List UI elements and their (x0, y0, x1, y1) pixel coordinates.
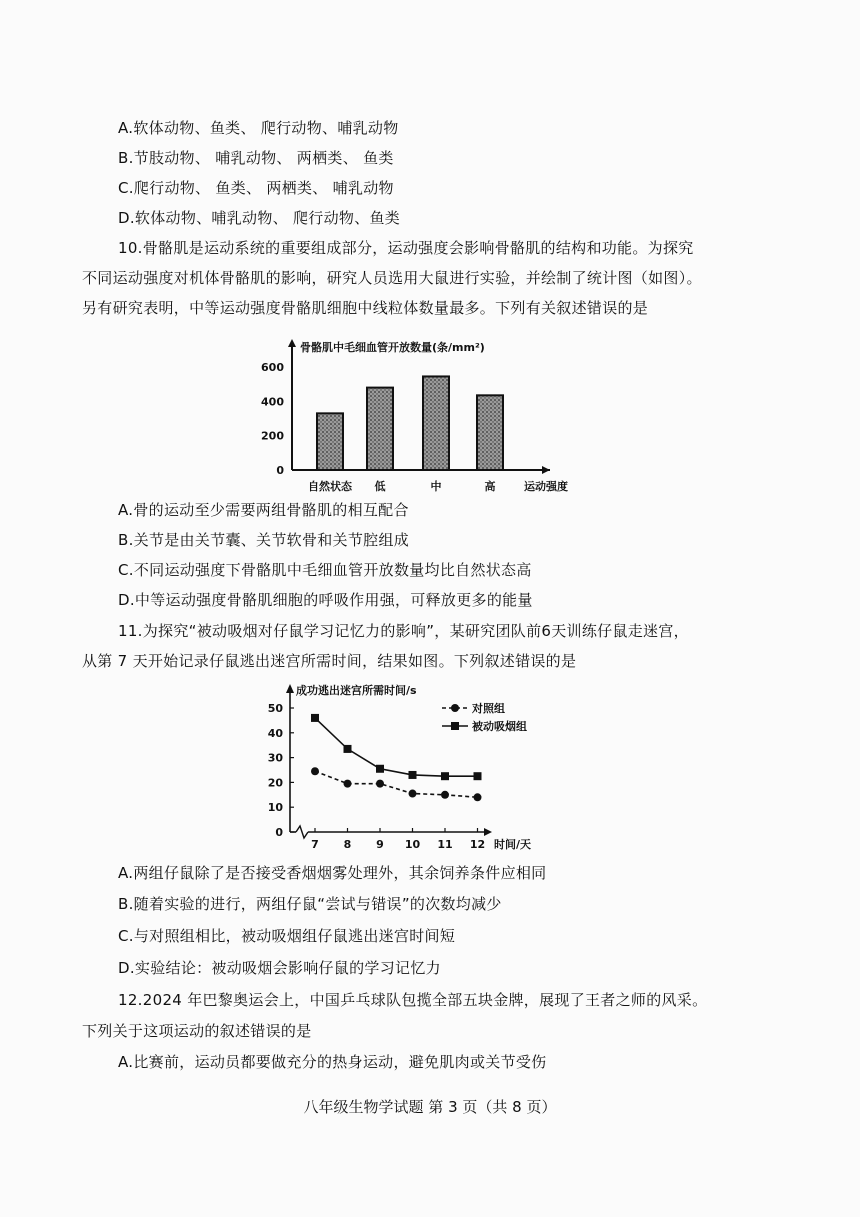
capillary-bar-chart (250, 335, 580, 495)
y-tick-label: 50 (267, 702, 283, 715)
point-control (409, 790, 417, 798)
q12-stem-line-2: 下列关于这项运动的叙述错误的是 (82, 1022, 312, 1040)
q12-option-a: A.比赛前，运动员都要做充分的热身运动，避免肌肉或关节受伤 (118, 1053, 547, 1071)
y-tick-label: 40 (267, 726, 283, 740)
chart-title: 骨骼肌中毛细血管开放数量(条/mm²) (300, 341, 485, 354)
bar-1 (367, 388, 393, 470)
x-axis-label: 时间/天 (494, 838, 532, 851)
maze-time-line-chart (262, 680, 562, 860)
point-smoking (311, 714, 319, 722)
legend-label: 对照组 (472, 702, 505, 715)
q11-option-a: A.两组仔鼠除了是否接受香烟烟雾处理外，其余饲养条件应相同 (118, 864, 547, 882)
y-tick-label: 0 (275, 826, 283, 839)
legend-marker (451, 704, 459, 712)
x-tick-label: 高 (484, 480, 496, 493)
q11-option-d: D.实验结论：被动吸烟会影响仔鼠的学习记忆力 (118, 959, 441, 977)
chart-title: 成功逃出迷宫所需时间/s (296, 684, 417, 697)
x-tick-label: 自然状态 (308, 480, 352, 493)
y-tick-label: 10 (267, 801, 283, 815)
bar-2 (423, 376, 449, 470)
q9-option-c: C.爬行动物、 鱼类、 两栖类、 哺乳动物 (118, 179, 394, 197)
bar-0 (317, 413, 343, 470)
x-axis-arrow (484, 828, 492, 836)
y-axis-arrow (288, 339, 296, 347)
y-axis-arrow (286, 684, 294, 693)
x-tick-label: 11 (437, 838, 453, 851)
point-control (376, 780, 384, 788)
x-axis-label: 运动强度 (524, 480, 568, 493)
q12-stem-line-1: 12.2024 年巴黎奥运会上，中国乒乓球队包揽全部五块金牌，展现了王者之师的风采。 (118, 991, 708, 1009)
x-tick-label: 低 (374, 480, 386, 493)
q9-option-b: B.节肢动物、 哺乳动物、 两栖类、 鱼类 (118, 149, 394, 167)
x-tick-label: 10 (404, 838, 421, 851)
x-tick-label: 8 (343, 838, 352, 851)
q10-option-a: A.骨的运动至少需要两组骨骼肌的相互配合 (118, 501, 409, 519)
y-tick-label: 20 (267, 776, 283, 790)
legend-marker (451, 722, 459, 730)
x-axis-arrow (542, 466, 550, 474)
point-smoking (474, 772, 482, 780)
q11-stem-line-2: 从第 7 天开始记录仔鼠逃出迷宫所需时间，结果如图。下列叙述错误的是 (82, 652, 577, 670)
q10-stem-line-1: 10.骨骼肌是运动系统的重要组成部分，运动强度会影响骨骼肌的结构和功能。为探究 (118, 239, 694, 257)
point-smoking (409, 771, 417, 779)
x-tick-label: 12 (469, 838, 486, 851)
point-smoking (344, 745, 352, 753)
q9-option-d: D.软体动物、哺乳动物、 爬行动物、鱼类 (118, 209, 401, 227)
page-footer: 八年级生物学试题 第 3 页（共 8 页） (303, 1098, 557, 1116)
q10-stem-line-3: 另有研究表明，中等运动强度骨骼肌细胞中线粒体数量最多。下列有关叙述错误的是 (82, 299, 649, 317)
y-tick-label: 400 (261, 395, 284, 409)
y-tick-label: 600 (261, 361, 284, 374)
point-smoking (441, 772, 449, 780)
y-tick-label: 200 (261, 429, 284, 443)
q11-stem-line-1: 11.为探究“被动吸烟对仔鼠学习记忆力的影响”，某研究团队前6天训练仔鼠走迷宫， (118, 622, 689, 640)
point-control (311, 767, 319, 775)
point-control (474, 793, 482, 801)
q10-option-d: D.中等运动强度骨骼肌细胞的呼吸作用强，可释放更多的能量 (118, 591, 533, 609)
q10-option-c: C.不同运动强度下骨骼肌中毛细血管开放数量均比自然状态高 (118, 561, 532, 579)
x-tick-label: 7 (311, 838, 319, 851)
x-tick-label: 9 (376, 838, 384, 851)
q10-option-b: B.关节是由关节囊、关节软骨和关节腔组成 (118, 531, 410, 549)
axis-break (296, 826, 308, 838)
series-line-0 (315, 771, 478, 797)
x-tick-label: 中 (430, 480, 442, 493)
legend-label: 被动吸烟组 (472, 720, 527, 733)
y-tick-label: 0 (276, 464, 284, 477)
point-control (344, 780, 352, 788)
point-control (441, 791, 449, 799)
y-tick-label: 30 (267, 751, 283, 765)
q11-option-b: B.随着实验的进行，两组仔鼠“尝试与错误”的次数均减少 (118, 895, 502, 913)
q11-option-c: C.与对照组相比，被动吸烟组仔鼠逃出迷宫时间短 (118, 927, 456, 945)
q10-stem-line-2: 不同运动强度对机体骨骼肌的影响，研究人员选用大鼠进行实验，并绘制了统计图（如图）。 (82, 269, 702, 287)
bar-3 (477, 395, 503, 470)
q9-option-a: A.软体动物、鱼类、 爬行动物、哺乳动物 (118, 119, 399, 137)
point-smoking (376, 765, 384, 773)
